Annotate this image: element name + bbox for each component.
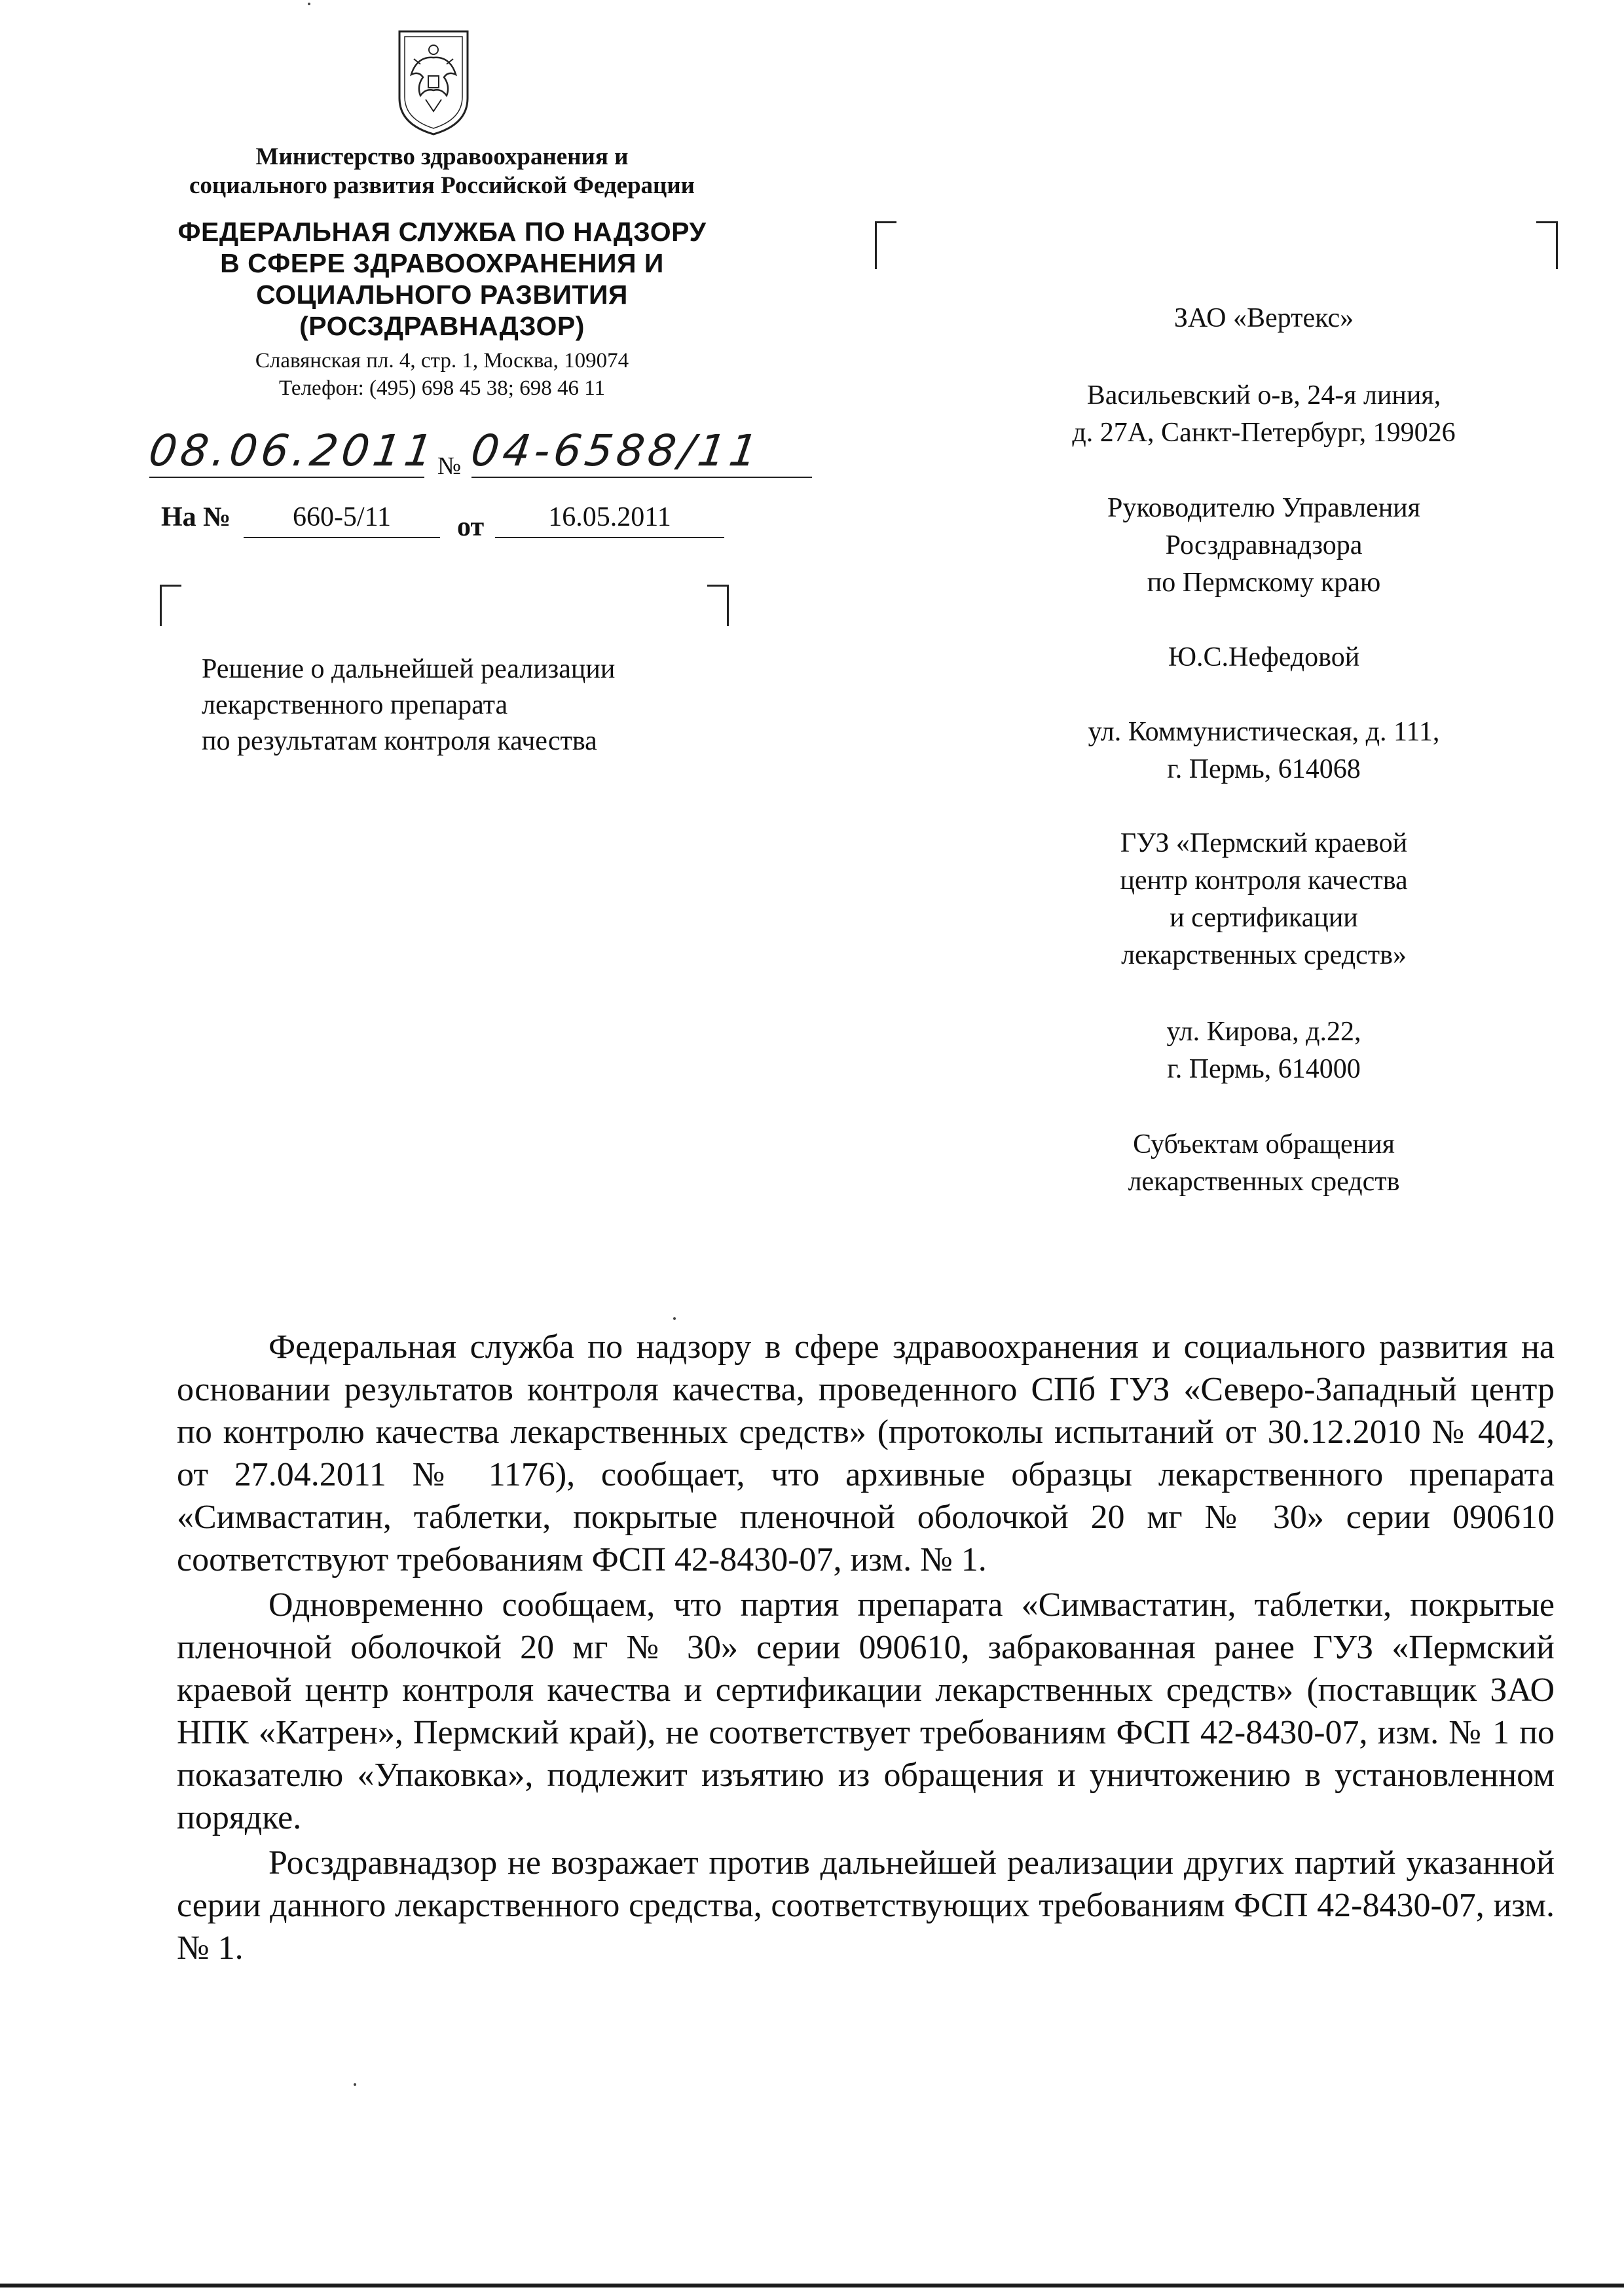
service-name: [154, 216, 730, 342]
reference-number-value: 660-5/11: [292, 502, 392, 532]
outgoing-date-handwritten: 08.06.2011: [145, 426, 440, 476]
sender-street: Славянская пл. 4, стр. 1, Москва, 109074: [255, 349, 629, 373]
coat-of-arms-icon: [394, 26, 473, 137]
recipient-lab-address: [969, 1013, 1559, 1088]
outgoing-number-line: [471, 477, 812, 478]
ministry-name: [154, 143, 730, 200]
outgoing-number-label: №: [437, 452, 462, 480]
reference-date-underline: [495, 537, 724, 538]
ministry-line-1: Министерство здравоохранения и: [255, 143, 629, 170]
recipient-line: г. Пермь, 614000: [1167, 1054, 1361, 1084]
recipient-line: Субъектам обращения: [1133, 1129, 1395, 1159]
ministry-line-2: социального развития Российской Федерации: [189, 172, 695, 199]
letter-subject: [202, 651, 726, 759]
outgoing-date-line: [149, 477, 424, 478]
service-line-3: СОЦИАЛЬНОГО РАЗВИТИЯ: [256, 280, 628, 310]
subject-line-3: по результатам контроля качества: [202, 726, 597, 756]
recipient-authority: [969, 490, 1559, 602]
scan-edge-line: [0, 2284, 1624, 2287]
outgoing-number-handwritten: 04-6588/11: [468, 426, 765, 476]
recipient-line: д. 27А, Санкт-Петербург, 199026: [1072, 418, 1456, 448]
subject-corner-left: [160, 585, 181, 626]
recipient-line: лекарственных средств»: [1121, 940, 1407, 970]
service-line-4: (РОСЗДРАВНАДЗОР): [299, 311, 585, 341]
recipient-line: г. Пермь, 614068: [1167, 754, 1361, 784]
recipient-subjects: [969, 1126, 1559, 1201]
subject-line-1: Решение о дальнейшей реализации: [202, 654, 616, 684]
recipient-line: Васильевский о-в, 24-я линия,: [1086, 380, 1441, 410]
reference-date-value: 16.05.2011: [548, 502, 671, 532]
body-paragraph-2: Одновременно сообщаем, что партия препарата «Симвастатин, таблетки, покрытые пленочной оболочкой 20 мг № 30» серии 090610, забракованная ранее ГУЗ «Пермский краевой центр контроля качества и сертификации лекарственных средств» (поставщик ЗАО НПК «Катрен», Пермский край), не соответствует требованиям ФСП 42-8430-07, изм. № 1 по показателю «Упаковка», подлежит изъятию из обращения и уничтожению в установленном порядке.: [177, 1586, 1555, 1836]
sender-phone: Телефон: (495) 698 45 38; 698 46 11: [279, 376, 605, 400]
recipient-line: и сертификации: [1170, 903, 1358, 933]
recipient-line: Ю.С.Нефедовой: [1168, 642, 1360, 672]
body-paragraph-1: Федеральная служба по надзору в сфере здравоохранения и социального развития на основании результатов контроля качества, проведенного СПб ГУЗ «Северо-Западный центр по контролю качества лекарственных средств» (протоколы испытаний от 30.12.2010 № 4042, от 27.04.2011 № 1176), сообщает, что архивные образцы лекарственного препарата «Симвастатин, таблетки, покрытые пленочной оболочкой 20 мг № 30» серии 090610 соответствуют требованиям ФСП 42-8430-07, изм. № 1.: [177, 1328, 1555, 1578]
recipient-line: по Пермскому краю: [1147, 568, 1381, 598]
sender-address: [154, 347, 730, 402]
addressee-corner-right: [1536, 221, 1558, 269]
body-paragraph-3: Росздравнадзор не возражает против дальнейшей реализации других партий указанной серии данного лекарственного средства, соответствующих требованиям ФСП 42-8430-07, изм. № 1.: [177, 1844, 1555, 1967]
recipient-line: центр контроля качества: [1120, 866, 1408, 896]
reference-number-underline: [244, 537, 440, 538]
scan-speck: [673, 1317, 676, 1320]
subject-line-2: лекарственного препарата: [202, 690, 508, 720]
recipient-company: [969, 300, 1559, 337]
recipient-lab: [969, 825, 1559, 974]
recipient-line: ул. Коммунистическая, д. 111,: [1088, 717, 1440, 747]
recipient-company-address: [969, 377, 1559, 452]
reference-number-label: На №: [161, 502, 231, 532]
addressee-corner-left: [875, 221, 896, 269]
service-line-2: В СФЕРЕ ЗДРАВООХРАНЕНИЯ И: [220, 248, 664, 278]
recipient-line: Руководителю Управления: [1107, 493, 1420, 523]
recipient-authority-address: [969, 714, 1559, 788]
reference-date-label: от: [457, 512, 485, 542]
scan-speck: [354, 2083, 356, 2086]
recipient-line: ул. Кирова, д.22,: [1166, 1017, 1361, 1047]
letter-body: [177, 1326, 1555, 1969]
recipient-line: лекарственных средств: [1128, 1167, 1400, 1197]
service-line-1: ФЕДЕРАЛЬНАЯ СЛУЖБА ПО НАДЗОРУ: [177, 217, 707, 247]
recipient-line: ГУЗ «Пермский краевой: [1120, 828, 1408, 858]
recipient-line: ЗАО «Вертекс»: [1173, 303, 1354, 333]
subject-corner-right: [707, 585, 729, 626]
recipient-person: [969, 639, 1559, 676]
recipient-line: Росздравнадзора: [1165, 530, 1363, 560]
scan-speck: [308, 3, 310, 5]
